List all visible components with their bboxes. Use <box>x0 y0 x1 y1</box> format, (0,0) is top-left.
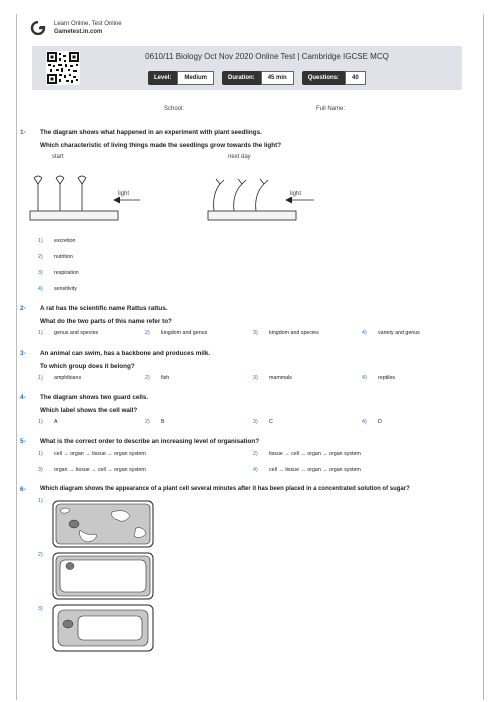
duration-label: Duration: <box>222 71 261 85</box>
option-number: 2) <box>253 451 258 457</box>
diagram-label-next-day: next day <box>228 154 251 160</box>
option-text: genus and species <box>54 330 99 336</box>
answer-option-1[interactable] <box>38 330 98 336</box>
answer-option-3[interactable] <box>38 270 79 276</box>
answer-option-2[interactable] <box>253 451 361 457</box>
answer-option-4[interactable] <box>253 467 361 473</box>
plant-cell-diagram-3[interactable] <box>52 604 154 652</box>
option-number: 3) <box>253 375 258 381</box>
questions-value: 40 <box>345 71 366 85</box>
answer-option-1[interactable] <box>38 238 76 244</box>
plant-cell-diagram-2[interactable] <box>52 552 154 600</box>
question-number: 2- <box>20 305 26 312</box>
option-text: amphibians <box>54 375 82 381</box>
question-number: 5- <box>20 438 26 445</box>
option-number: 3) <box>38 270 43 276</box>
brand-logo[interactable] <box>30 20 122 36</box>
option-number: 4) <box>253 467 258 473</box>
option-number: 1) <box>38 238 43 244</box>
brand-site: Gametest.in.com <box>54 29 103 35</box>
option-text: cell → organ → tissue → organ system <box>54 451 146 457</box>
school-field[interactable]: School: <box>164 106 185 112</box>
questions-chip <box>302 71 366 85</box>
answer-option-2[interactable] <box>38 254 73 260</box>
diagram-label-light: light <box>290 191 302 197</box>
duration-value: 45 min <box>261 71 294 85</box>
answer-option-2[interactable] <box>145 330 207 336</box>
question-text: An animal can swim, has a backbone and produces milk. <box>40 350 211 357</box>
test-title: 0610/11 Biology Oct Nov 2020 Online Test | Cambridge IGCSE MCQ <box>145 52 389 61</box>
question-text: A rat has the scientific name Rattus rattus. <box>40 305 168 312</box>
option-number: 2) <box>38 552 43 558</box>
option-text: B <box>161 419 165 425</box>
option-number: 2) <box>145 419 150 425</box>
question-number: 3- <box>20 350 26 357</box>
option-text: C <box>269 419 273 425</box>
question-text: Which diagram shows the appearance of a plant cell several minutes after it has been placed in a concentrated solution of sugar? <box>40 486 410 492</box>
level-chip <box>148 71 214 85</box>
option-number: 4) <box>362 330 367 336</box>
option-text: sensitivity <box>54 286 77 292</box>
diagram-label-start: start <box>52 154 64 160</box>
answer-option-3[interactable] <box>253 419 273 425</box>
option-number: 3) <box>253 330 258 336</box>
option-number: 2) <box>145 375 150 381</box>
brand-tagline: Learn Online, Test Online <box>54 21 122 27</box>
question-text: Which label shows the cell wall? <box>40 407 138 414</box>
option-number: 1) <box>38 330 43 336</box>
option-text: organ → tissue → cell → organ system <box>54 467 146 473</box>
option-number: 1) <box>38 498 43 504</box>
questions-label: Questions: <box>302 71 345 85</box>
answer-option-3[interactable] <box>253 330 319 336</box>
option-number: 4) <box>362 375 367 381</box>
duration-chip <box>222 71 294 85</box>
gametest-logo-icon <box>30 21 46 35</box>
answer-option-1[interactable] <box>38 419 58 425</box>
question-number: 1- <box>20 129 26 136</box>
answer-option-3[interactable] <box>38 467 146 473</box>
option-number: 3) <box>38 467 43 473</box>
option-number: 1) <box>38 419 43 425</box>
answer-option-3[interactable] <box>253 375 292 381</box>
plant-cell-diagram-1[interactable] <box>52 500 154 548</box>
question-text: To which group does it belong? <box>40 363 135 370</box>
option-text: nutrition <box>54 254 73 260</box>
question-text: The diagram shows two guard cells. <box>40 394 149 401</box>
answer-option-1[interactable] <box>38 451 146 457</box>
option-number: 1) <box>38 451 43 457</box>
diagram-label-light: light <box>118 191 130 197</box>
answer-option-4[interactable] <box>38 286 77 292</box>
question-number: 6- <box>20 486 26 493</box>
option-number: 3) <box>38 606 43 612</box>
answer-option-4[interactable] <box>362 375 395 381</box>
answer-option-4[interactable] <box>362 330 420 336</box>
answer-option-4[interactable] <box>362 419 382 425</box>
question-number: 4- <box>20 394 26 401</box>
option-text: A <box>54 419 58 425</box>
option-text: respiration <box>54 270 79 276</box>
question-text: What is the correct order to describe an increasing level of organisation? <box>40 438 260 445</box>
seedling-diagram <box>24 166 484 226</box>
level-value: Medium <box>177 71 214 85</box>
answer-option-2[interactable] <box>145 419 165 425</box>
question-text: Which characteristic of living things made the seedlings grow towards the light? <box>40 142 282 149</box>
answer-option-2[interactable] <box>145 375 169 381</box>
answer-option-1[interactable] <box>38 375 81 381</box>
option-text: excretion <box>54 238 76 244</box>
option-text: cell → tissue → organ → organ system <box>269 467 361 473</box>
option-number: 2) <box>145 330 150 336</box>
option-text: reptiles <box>378 375 396 381</box>
question-text: The diagram shows what happened in an experiment with plant seedlings. <box>40 129 262 136</box>
option-number: 4) <box>362 419 367 425</box>
full-name-field[interactable]: Full Name: <box>316 106 346 112</box>
question-text: What do the two parts of this name refer to? <box>40 318 172 325</box>
option-number: 4) <box>38 286 43 292</box>
option-number: 3) <box>253 419 258 425</box>
test-header <box>32 46 462 90</box>
option-text: variety and genus <box>378 330 420 336</box>
option-number: 1) <box>38 375 43 381</box>
option-text: tissue → cell → organ → organ system <box>269 451 361 457</box>
option-text: fish <box>161 375 170 381</box>
option-text: D <box>378 419 382 425</box>
option-number: 2) <box>38 254 43 260</box>
level-label: Level: <box>148 71 177 85</box>
option-text: kingdom and species <box>269 330 319 336</box>
option-text: kingdom and genus <box>161 330 208 336</box>
option-text: mammals <box>269 375 292 381</box>
